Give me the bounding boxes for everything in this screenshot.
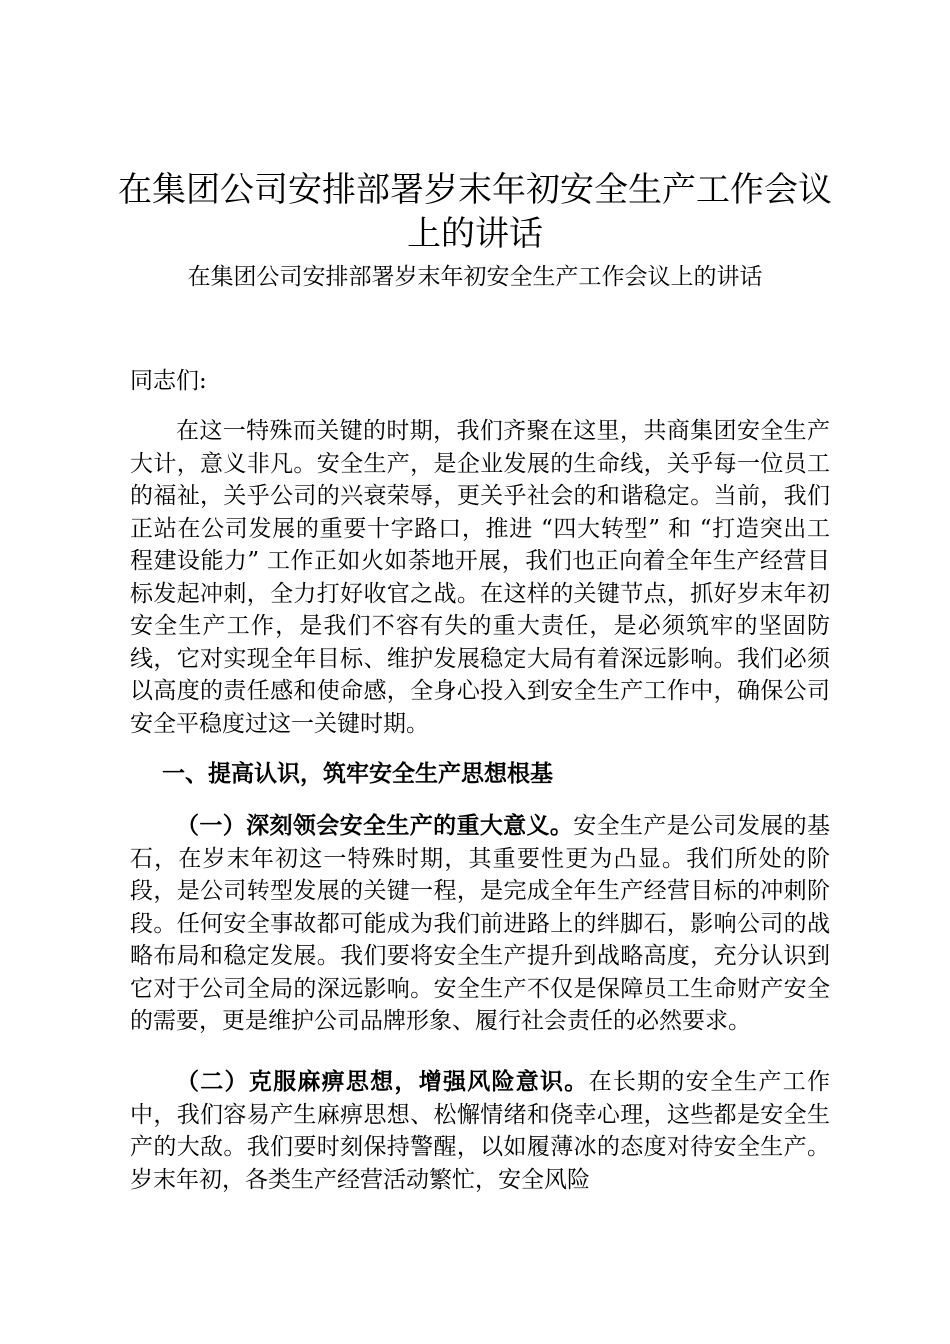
section-item-2-lead: （二）克服麻痹思想，增强风险意识。 — [176, 1069, 589, 1095]
section-heading-1: 一、提高认识，筑牢安全生产思想根基 — [162, 761, 553, 787]
document-subtitle: 在集团公司安排部署岁末年初安全生产工作会议上的讲话 — [187, 264, 763, 290]
section-item-2-text: 在长期的安全生产工作中，我们容易产生麻痹思想、松懈情绪和侥幸心理，这些都是安全生产的大敌。我们要时刻保持警醒，以如履薄冰的态度对待安全生产。岁末年初，各类生产经营活动繁忙，安全风险 — [130, 1069, 831, 1193]
document-title: 在集团公司安排部署岁末年初安全生产工作会议上的讲话 — [118, 170, 832, 254]
intro-paragraph: 在这一特殊而关键的时期，我们齐聚在这里，共商集团安全生产大计，意义非凡。安全生产，是企业发展的生命线，关乎每一位员工的福祉，关乎公司的兴衰荣辱，更关乎社会的和谐稳定。当前，我们正站在公司发展的重要十字路口，推进 “四大转型” 和 “打造突出工程建设能力” 工作正如火如荼地开展，我们也正向着全年生产经营目标发起冲刺，全力打好收官之战。在这样的关键节点，抓好岁末年初安全生产工作，是我们不容有失的重大责任，是必须筑牢的坚固防线，它对实现全年目标、维护发展稳定大局有着深远影响。我们必须以高度的责任感和使命感，全身心投入到安全生产工作中，确保公司安全平稳度过这一关键时期。 — [130, 418, 830, 737]
section-item-1-lead: （一）深刻领会安全生产的重大意义。 — [176, 813, 574, 839]
section-item-1 — [130, 810, 830, 1038]
section-item-2 — [130, 1066, 830, 1196]
section-item-1-text: 安全生产是公司发展的基石，在岁末年初这一特殊时期，其重要性更为凸显。我们所处的阶段，是公司转型发展的关键一程，是完成全年生产经营目标的冲刺阶段。任何安全事故都可能成为我们前进路上的绊脚石，影响公司的战略布局和稳定发展。我们要将安全生产提升到战略高度，充分认识到它对于公司全局的深远影响。安全生产不仅是保障员工生命财产安全的需要，更是维护公司品牌形象、履行社会责任的必然要求。 — [130, 813, 831, 1034]
greeting: 同志们: — [130, 368, 207, 394]
